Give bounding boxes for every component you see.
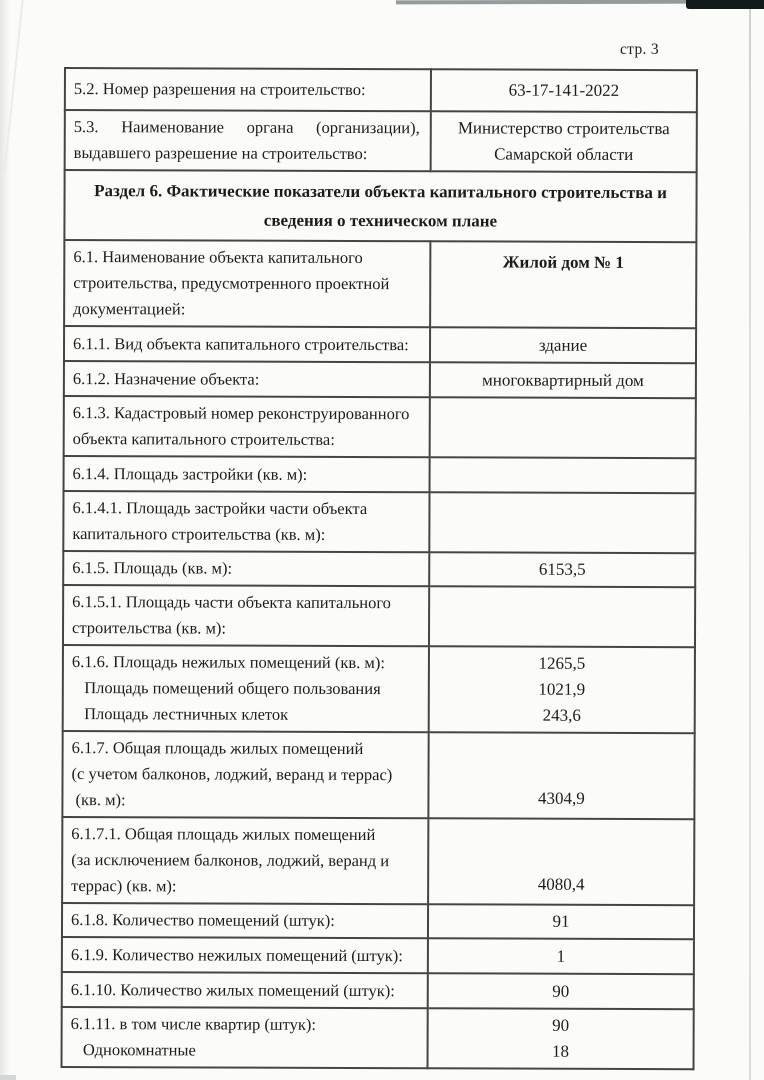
table-row — [64, 361, 696, 398]
label-cell — [64, 240, 430, 327]
table-row — [65, 68, 697, 112]
value-line: 1 — [556, 946, 566, 966]
value-line: 91 — [552, 911, 570, 931]
table-row — [62, 817, 694, 905]
value-line: 4080,4 — [537, 874, 585, 894]
value-line: Жилой дом № 1 — [502, 252, 624, 272]
label-cell — [63, 551, 429, 586]
value-line: Министерство строительства — [457, 118, 670, 139]
label-line: 6.1.10. Количество жилых помещений (штук): — [70, 979, 395, 1000]
label-cell — [62, 903, 428, 938]
value-line: 1265,5 — [538, 653, 586, 673]
label-line: Однокомнатные — [70, 1040, 196, 1060]
label-line: строительства (кв. м): — [72, 618, 227, 638]
value-cell — [429, 586, 695, 647]
value-cell — [428, 973, 694, 1009]
label-cell — [64, 361, 430, 397]
value-cell — [428, 818, 694, 905]
label-line: капитального строительства (кв. м): — [72, 524, 326, 544]
label-cell — [65, 68, 431, 111]
label-line: 6.1.7.1. Общая площадь жилых помещений — [71, 824, 376, 845]
table-row — [65, 110, 697, 172]
label-cell — [64, 326, 430, 362]
value-cell — [428, 1008, 694, 1069]
label-line: 6.1.2. Назначение объекта: — [72, 368, 260, 389]
value-line: 1021,9 — [538, 679, 586, 699]
label-line: 6.1. Наименование объекта капитального — [73, 247, 363, 268]
label-line: 5.2. Номер разрешения на строительство: — [73, 79, 366, 100]
label-cell — [63, 585, 429, 646]
value-line: 6153,5 — [538, 559, 586, 579]
table-row — [62, 972, 694, 1009]
value-cell — [430, 327, 696, 363]
value-cell — [429, 646, 695, 733]
label-line: Площадь лестничных клеток — [71, 704, 289, 724]
label-line: (с учетом балконов, лоджий, веранд и террас) — [71, 764, 393, 785]
table-row — [62, 903, 694, 939]
label-line: 6.1.1. Вид объекта капитального строительства: — [73, 333, 409, 354]
label-cell — [65, 110, 431, 171]
label-line: документацией: — [73, 299, 186, 319]
label-cell — [62, 937, 428, 973]
label-line: объекта капитального строительства: — [72, 429, 335, 449]
table-row — [62, 1007, 694, 1069]
document-table — [61, 67, 698, 1070]
value-line: 63-17-141-2022 — [508, 80, 620, 100]
label-line: 6.1.9. Количество нежилых помещений (штук): — [70, 944, 403, 965]
table-row — [64, 456, 696, 493]
scan-bottom-corner-mark — [0, 1075, 16, 1080]
value-line: многоквартирный дом — [481, 369, 644, 390]
value-cell — [428, 904, 694, 939]
document-table-body — [62, 68, 697, 1069]
value-line: здание — [538, 335, 588, 355]
value-line: 4304,9 — [538, 788, 585, 808]
table-row — [63, 585, 695, 647]
value-cell — [431, 111, 697, 172]
value-line: 243,6 — [542, 705, 581, 725]
value-line: 18 — [552, 1041, 570, 1061]
value-cell — [431, 69, 697, 112]
value-line: 90 — [552, 1015, 570, 1035]
label-line: 6.1.8. Количество помещений (штук): — [70, 910, 335, 930]
table-row — [62, 937, 694, 974]
label-line: Площадь помещений общего пользования — [71, 678, 381, 699]
label-line: 6.1.4. Площадь застройки (кв. м): — [72, 463, 308, 484]
value-cell — [429, 492, 695, 553]
section-row — [64, 170, 696, 242]
section-header-line: сведения о техническом плане — [263, 210, 498, 231]
value-line: Самарской области — [494, 144, 634, 164]
label-cell — [63, 645, 429, 732]
label-cell — [62, 972, 428, 1008]
label-line: 6.1.7. Общая площадь жилых помещений — [71, 738, 364, 759]
label-cell — [63, 491, 429, 552]
label-line: 5.3. Наименование органа (организации), — [73, 117, 420, 138]
label-line: 6.1.11. в том числе квартир (штук): — [70, 1014, 317, 1034]
label-line: 6.1.4.1. Площадь застройки части объекта — [72, 498, 368, 519]
label-line: террас) (кв. м): — [71, 876, 177, 896]
value-cell — [428, 938, 694, 974]
label-line: (за исключением балконов, лоджий, веранд и — [71, 850, 390, 871]
value-cell — [430, 397, 696, 458]
label-cell — [64, 456, 430, 492]
label-line: строительства, предусмотренного проектной — [73, 273, 390, 294]
value-cell — [430, 241, 696, 328]
scan-edge-top-gray — [396, 0, 698, 4]
value-cell — [430, 362, 696, 398]
section-header-line: Раздел 6. Фактические показатели объекта капитального строительства и — [94, 181, 668, 203]
value-cell — [429, 552, 695, 587]
table-row — [63, 491, 695, 553]
label-cell — [62, 1007, 428, 1068]
label-cell — [64, 396, 430, 457]
section-header — [64, 170, 696, 242]
table-row — [63, 645, 695, 733]
page-number: стр. 3 — [620, 41, 659, 58]
value-line: 90 — [552, 981, 570, 1001]
table-row — [64, 240, 696, 328]
table-row — [64, 396, 696, 458]
scan-edge-top-dark — [686, 0, 764, 9]
label-cell — [62, 817, 428, 904]
label-line: 6.1.6. Площадь нежилых помещений (кв. м): — [71, 652, 386, 673]
label-line: 6.1.5. Площадь (кв. м): — [72, 558, 233, 578]
label-line: 6.1.5.1. Площадь части объекта капитального — [72, 592, 391, 613]
table-row — [62, 731, 694, 819]
label-line: выдавшего разрешение на строительство: — [73, 143, 368, 164]
value-cell — [430, 457, 696, 493]
label-cell — [62, 731, 428, 818]
value-cell — [428, 732, 694, 819]
scan-page-fold-line — [749, 9, 751, 1080]
table-row — [64, 326, 696, 363]
label-line: 6.1.3. Кадастровый номер реконструированного — [72, 403, 410, 424]
label-line: (кв. м): — [71, 790, 126, 810]
table-row — [63, 551, 695, 587]
